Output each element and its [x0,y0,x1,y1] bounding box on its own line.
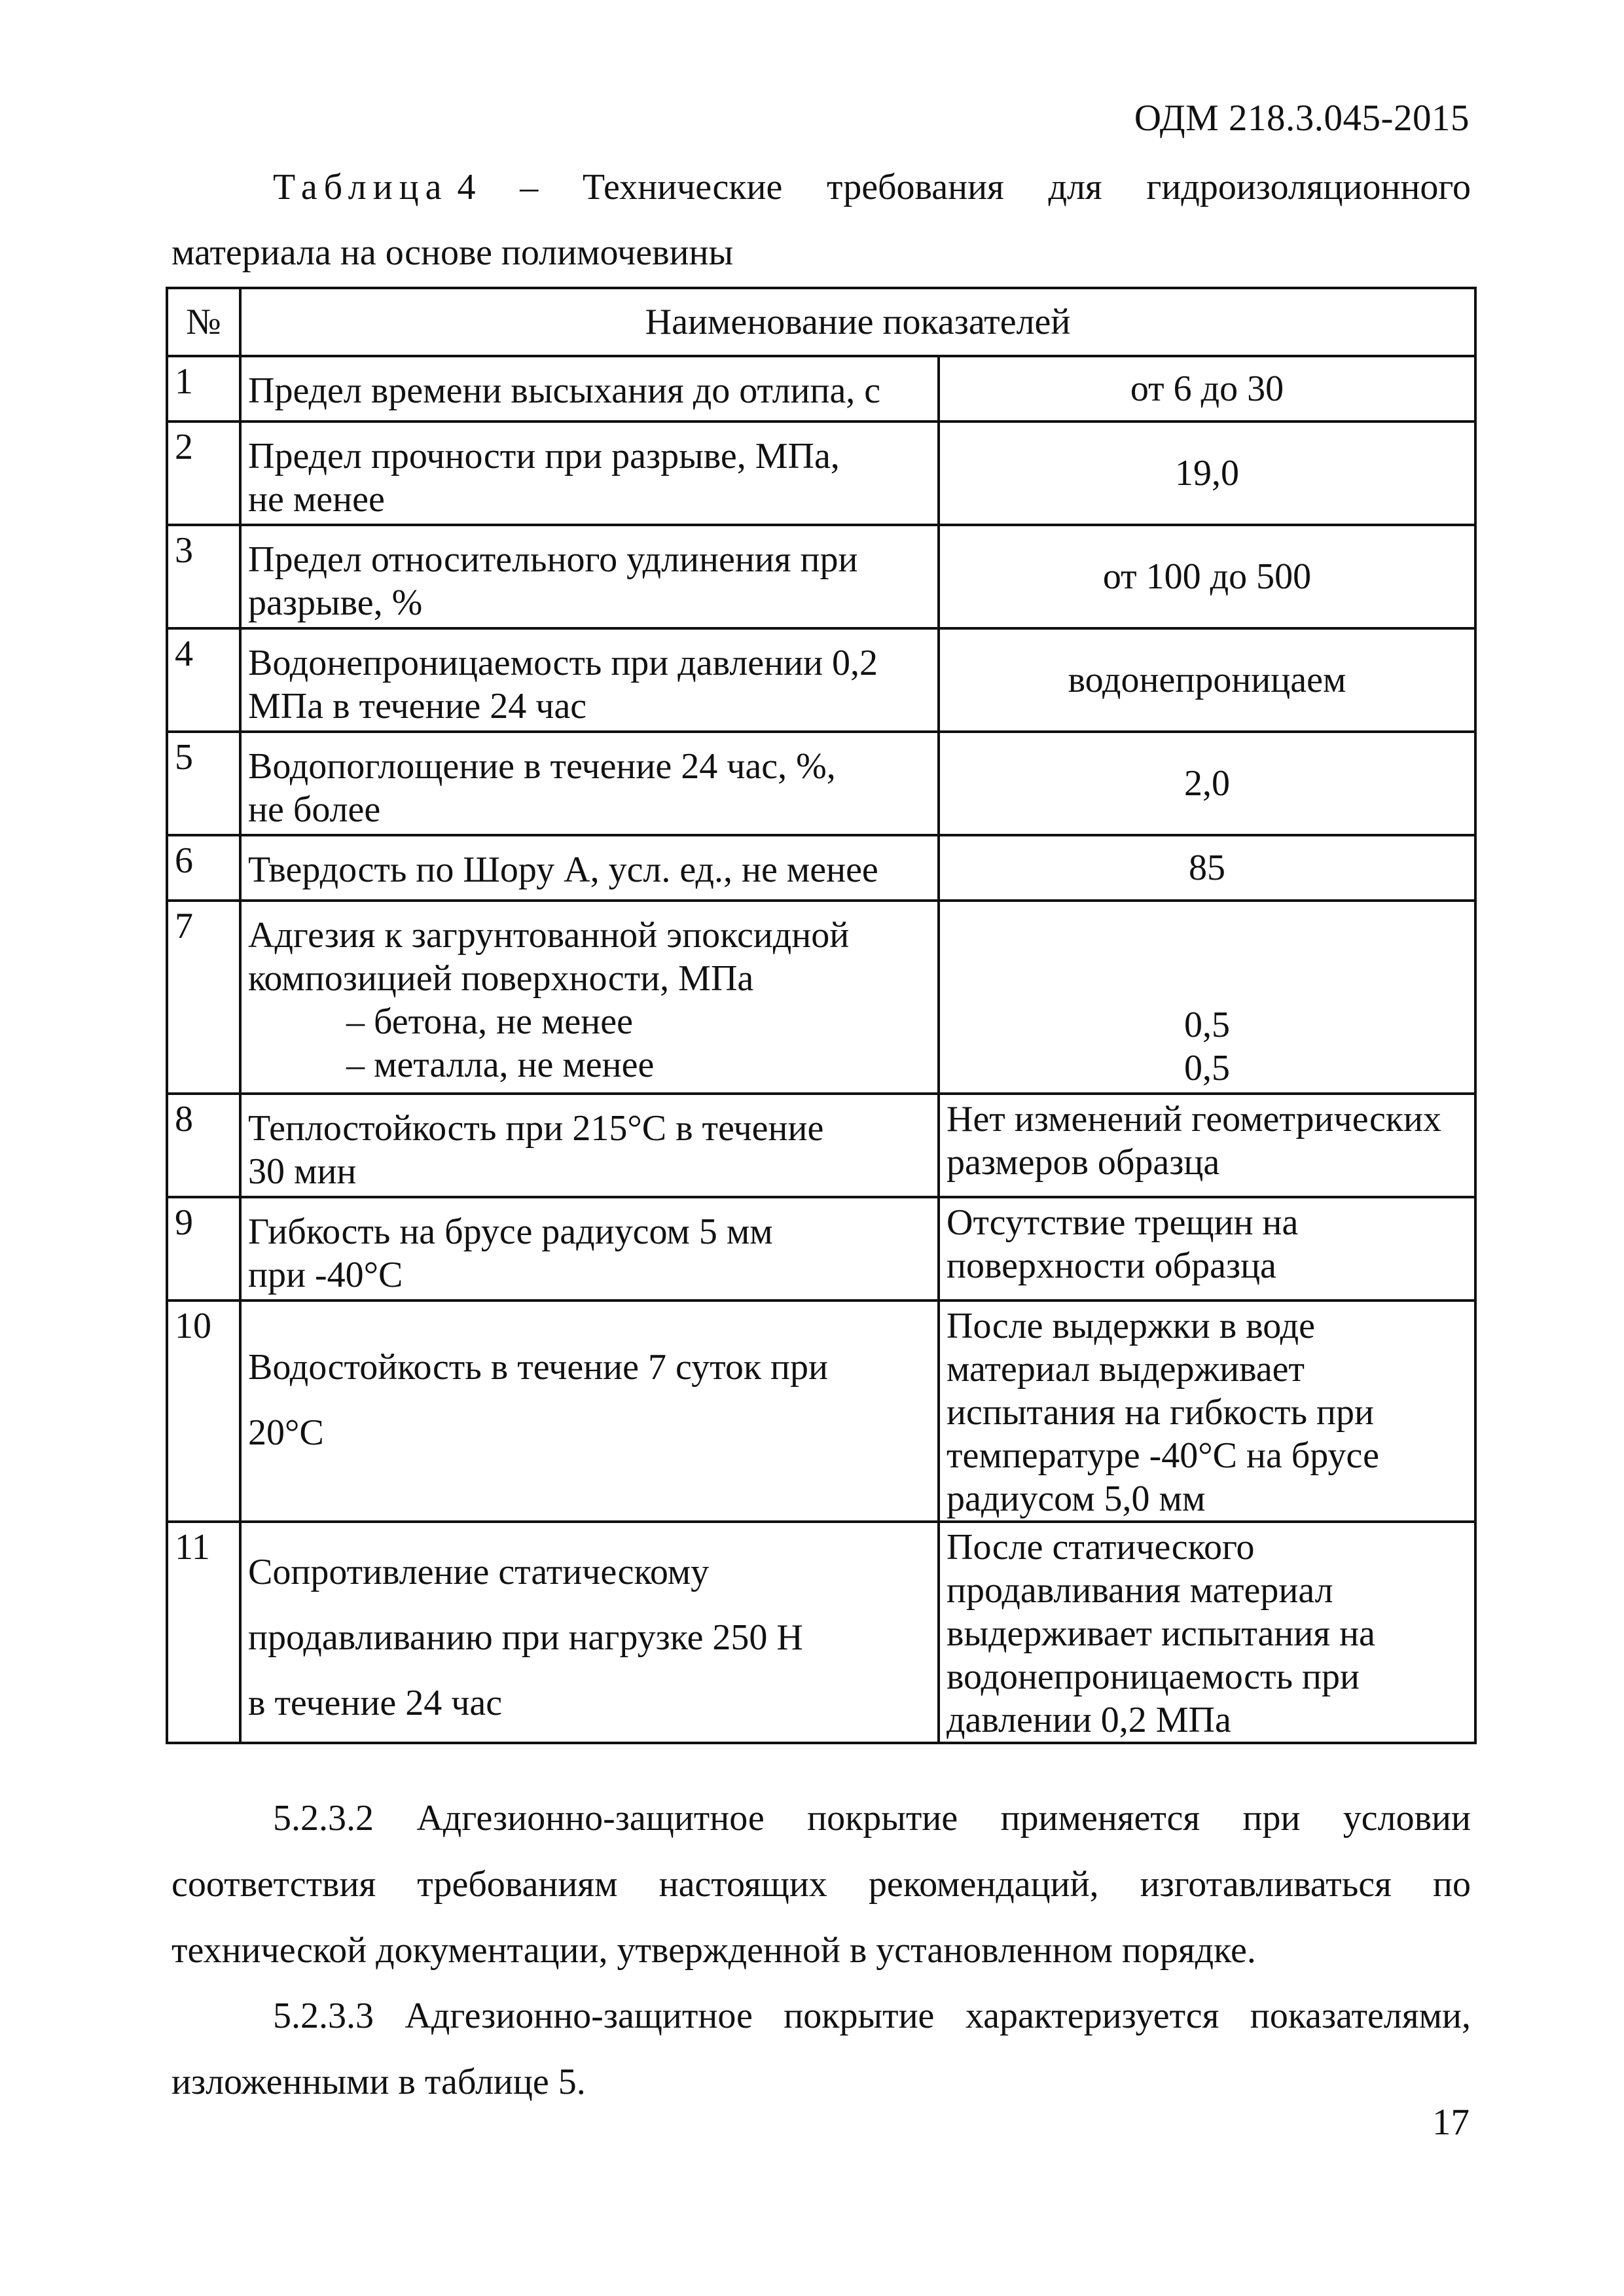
value-line: давлении 0,2 МПа [947,1700,1231,1740]
row-indicator-name [240,1522,939,1743]
value-line: поверхности образца [947,1246,1276,1286]
row-indicator-name [240,901,939,1094]
row-indicator-name [240,628,939,732]
row-number: 6 [167,835,240,901]
value-line: 0,5 [1184,1005,1230,1045]
name-line: Твердость по Шору А, усл. ед., не менее [248,850,878,890]
row-number: 2 [167,422,240,525]
row-value [939,628,1475,732]
value-line: испытания на гибкость при [947,1392,1374,1433]
name-line: Предел времени высыхания до отлипа, с [248,370,881,411]
row-value [939,1522,1475,1743]
row-value [939,1094,1475,1197]
table-row [167,732,1475,835]
value-line: температуре -40°С на брусе [947,1435,1379,1476]
row-number: 1 [167,356,240,422]
name-line: Адгезия к загрунтованной эпоксидной [248,915,850,956]
row-indicator-name [240,835,939,901]
table-row [167,1300,1475,1522]
table-row [167,422,1475,525]
caption-title-start: 4 – Технические требования для гидроизоляционного [457,167,1471,207]
value-line: Отсутствие трещин на [947,1202,1299,1243]
row-number: 3 [167,525,240,628]
row-value [939,356,1475,422]
row-value [939,525,1475,628]
row-indicator-name [240,1300,939,1522]
caption-line-2: материала на основе полимочевины [171,232,734,273]
table-row [167,835,1475,901]
table-body [167,356,1475,1743]
row-number: 11 [167,1522,240,1743]
name-line: МПа в течение 24 час [248,686,587,726]
value-line: После выдержки в воде [947,1306,1316,1346]
name-line: Водонепроницаемость при давлении 0,2 [248,643,878,683]
name-line: Теплостойкость при 215°С в течение [248,1108,824,1149]
row-number: 10 [167,1300,240,1522]
value-line: размеров образца [947,1142,1220,1183]
table-row [167,628,1475,732]
row-number: 7 [167,901,240,1094]
name-subline: – металла, не менее [346,1045,655,1085]
paragraph-5-2-3-2: 5.2.3.2 Адгезионно-защитное покрытие применяется при условии соответствия требованиям настоящих рекомендаций, изготавливаться по технической документации, утвержденной в установленном порядке. [171,1798,1471,1971]
value-line: 0,5 [1184,1048,1230,1088]
name-line: разрыве, % [248,583,423,623]
value-line: продавливания материал [947,1570,1333,1611]
name-line: не менее [248,479,385,520]
value-line: выдерживает испытания на [947,1613,1375,1654]
paragraph-5-2-3-3: 5.2.3.3 Адгезионно-защитное покрытие характеризуется показателями, изложенными в таблице 5. [171,1996,1471,2102]
value-line: 85 [1189,848,1225,888]
row-value [939,835,1475,901]
name-line: Предел прочности при разрыве, МПа, [248,436,840,476]
name-line: 20°С [248,1412,324,1453]
value-line: Нет изменений геометрических [947,1099,1441,1139]
row-indicator-name [240,1197,939,1300]
name-line: Водостойкость в течение 7 суток при [248,1347,828,1388]
row-value [939,422,1475,525]
row-indicator-name [240,356,939,422]
row-indicator-name [240,422,939,525]
name-line: 30 мин [248,1151,357,1192]
table-row [167,356,1475,422]
value-line: радиусом 5,0 мм [947,1479,1206,1519]
value-line: 19,0 [1175,453,1239,493]
caption-label: Таблица [273,167,448,207]
table-row [167,1094,1475,1197]
name-line: продавливанию при нагрузке 250 Н [248,1617,803,1658]
value-line: 2,0 [1184,763,1230,804]
header-num: № [167,288,240,356]
table-row [167,1522,1475,1743]
value-line: от 100 до 500 [1102,556,1312,597]
name-line: Водопоглощение в течение 24 час, %, [248,746,836,787]
table-header-row [167,288,1475,356]
header-name: Наименование показателей [240,288,1475,356]
table-row [167,1197,1475,1300]
table-caption [171,154,1471,285]
value-line: водонепроницаем [1068,660,1346,700]
name-line: при -40°С [248,1255,403,1295]
row-value [939,901,1475,1094]
value-line: водонепроницаемость при [947,1657,1360,1697]
row-value [939,1197,1475,1300]
name-line: композицией поверхности, МПа [248,958,754,999]
document-code: ОДМ 218.3.045-2015 [1134,98,1470,139]
row-number: 4 [167,628,240,732]
row-number: 9 [167,1197,240,1300]
row-indicator-name [240,732,939,835]
row-number: 5 [167,732,240,835]
requirements-table [166,287,1477,1744]
value-line: материал выдерживает [947,1349,1305,1390]
row-value [939,1300,1475,1522]
name-line: Предел относительного удлинения при [248,539,858,580]
caption-line-1 [171,154,1471,220]
row-indicator-name [240,1094,939,1197]
name-subline: – бетона, не менее [346,1001,633,1042]
value-line: После статического [947,1527,1255,1568]
name-line: Сопротивление статическому [248,1552,710,1592]
row-number: 8 [167,1094,240,1197]
table-row [167,901,1475,1094]
name-line: не более [248,789,381,830]
value-line: от 6 до 30 [1130,368,1284,409]
row-indicator-name [240,525,939,628]
table-row [167,525,1475,628]
name-line: Гибкость на брусе радиусом 5 мм [248,1211,773,1252]
row-value [939,732,1475,835]
name-line: в течение 24 час [248,1683,503,1723]
page-number: 17 [1432,2102,1470,2143]
